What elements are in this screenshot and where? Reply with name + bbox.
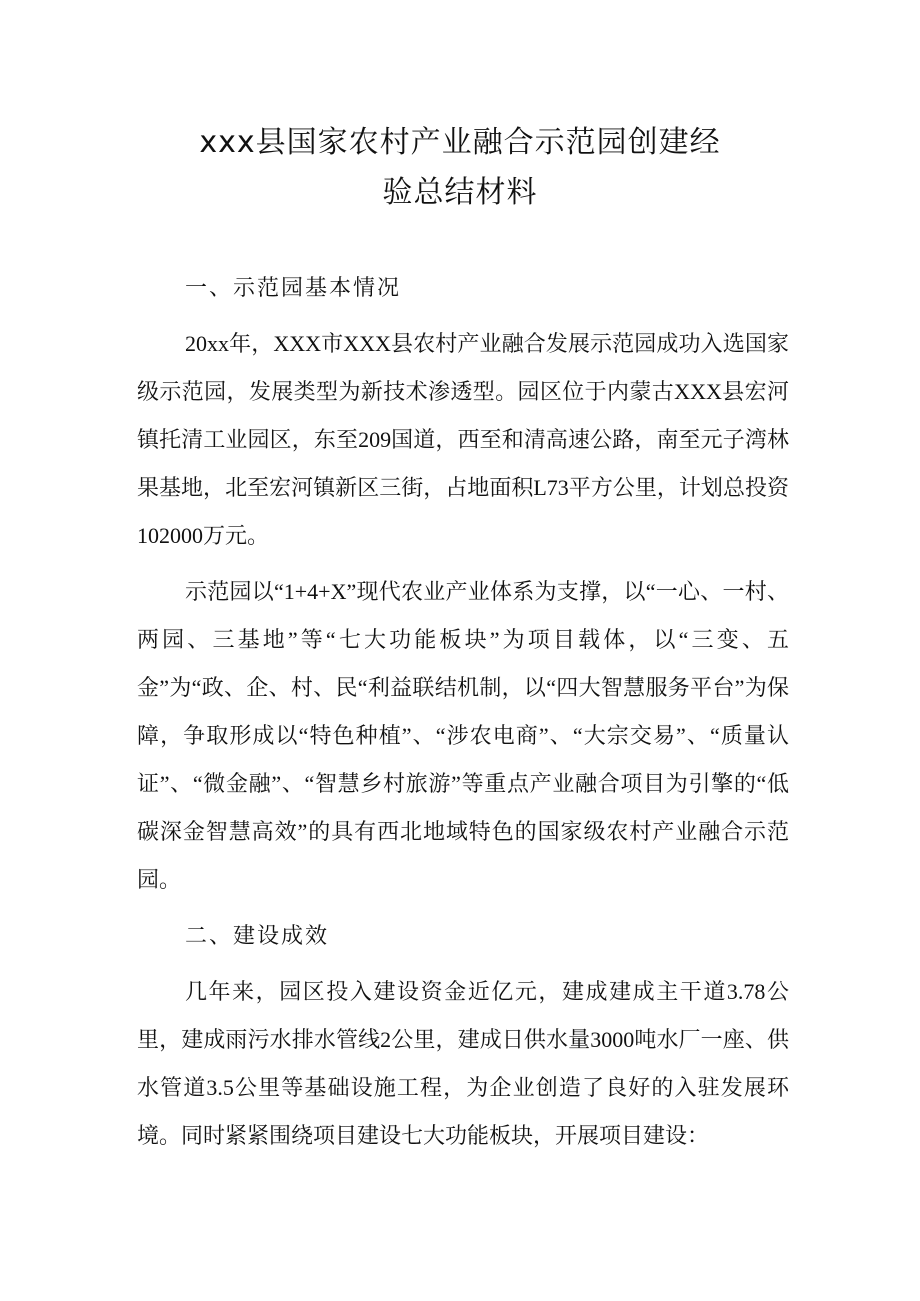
paragraph-overview: 20xx年，XXX市XXX县农村产业融合发展示范园成功入选国家级示范园，发展类型为新技术渗透型。园区位于内蒙古XXX县宏河镇托清工业园区，东至209国道，西至和清高速公路，南至元子湾林果基地，北至宏河镇新区三街，占地面积L73平方公里，计划总投资102000万元。: [137, 331, 789, 548]
title-line-1: xxx县国家农村产业融合示范园创建经: [199, 125, 721, 160]
section-heading-basic-info: 一、示范园基本情况: [185, 275, 402, 300]
title-line-2: 验总结材料: [382, 175, 538, 210]
document-body: [137, 264, 789, 1168]
paragraph-construction: 几年来，园区投入建设资金近亿元，建成建成主干道3.78公里，建成雨污水排水管线2公里，建成日供水量3000吨水厂一座、供水管道3.5公里等基础设施工程，为企业创造了良好的入驻发展环境。同时紧紧围绕项目建设七大功能板块，开展项目建设：: [137, 979, 789, 1148]
document-title: [0, 118, 920, 218]
paragraph-system: 示范园以“1+4+X”现代农业产业体系为支撑，以“一心、一村、两园、三基地”等“七大功能板块”为项目载体，以“三变、五金”为“政、企、村、民“利益联结机制，以“四大智慧服务平台”为保障，争取形成以“特色种植”、“涉农电商”、“大宗交易”、“质量认证”、“微金融”、“智慧乡村旅游”等重点产业融合项目为引擎的“低碳深金智慧高效”的具有西北地域特色的国家级农村产业融合示范园。: [137, 579, 789, 892]
section-heading-results: 二、建设成效: [185, 923, 330, 948]
